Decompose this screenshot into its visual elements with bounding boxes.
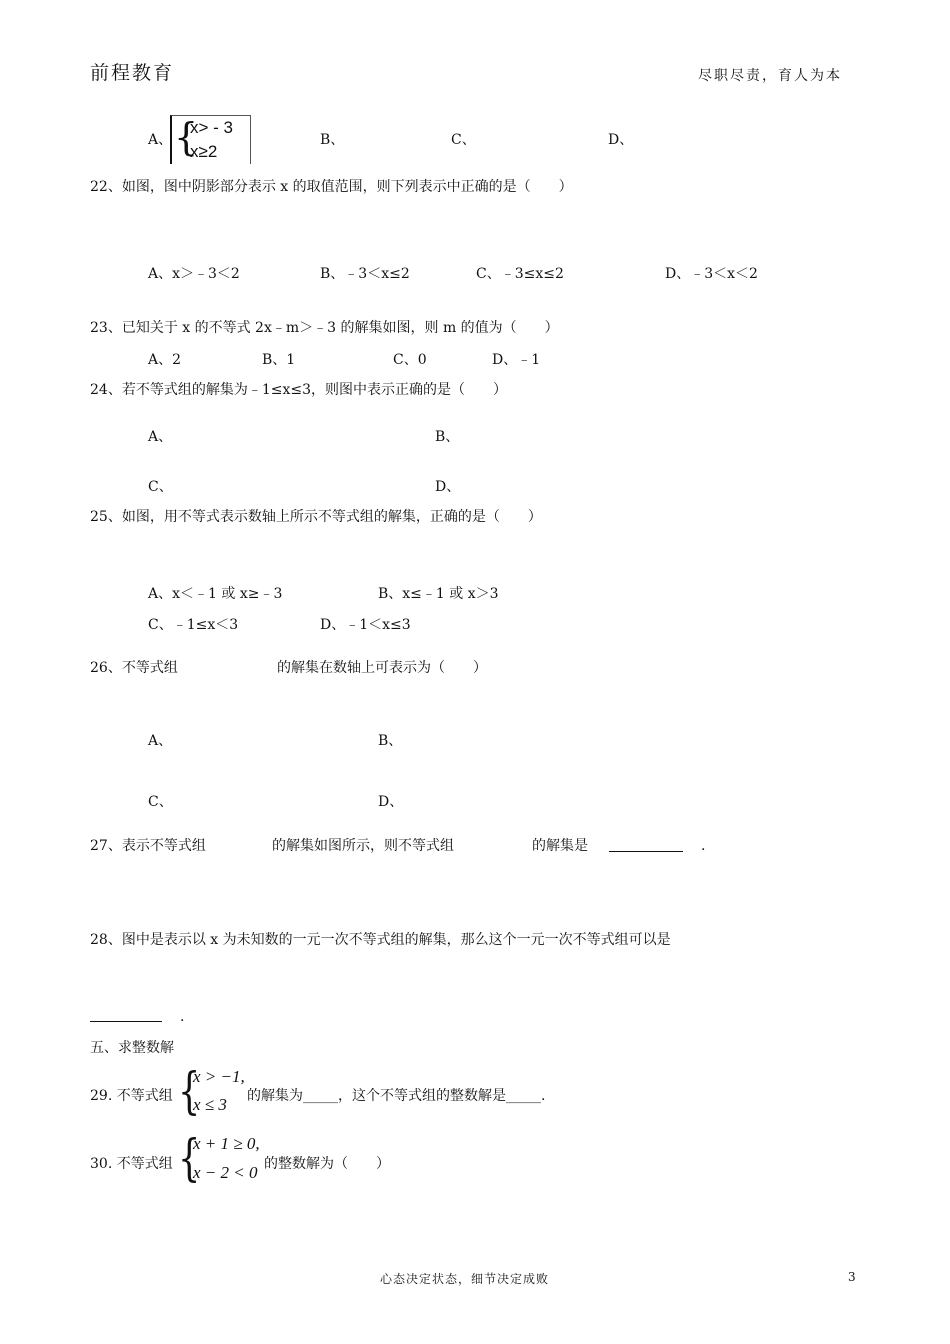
q24-option-d: D、	[435, 479, 461, 495]
brace-icon: {	[178, 1062, 201, 1120]
q25-option-b: B、x≤﹣1 或 x＞3	[378, 586, 499, 602]
q25-option-a: A、x＜﹣1 或 x≥﹣3	[148, 586, 283, 602]
q24-option-c: C、	[148, 479, 173, 495]
q25-option-c: C、﹣1≤x＜3	[148, 617, 239, 633]
q22-option-d: D、﹣3＜x＜2	[665, 266, 758, 282]
q21-option-d: D、	[608, 132, 634, 148]
q21-option-a-label: A、	[148, 132, 173, 148]
q29-system-line1: x > −1,	[193, 1067, 245, 1086]
q21-a-line1: x> - 3	[190, 118, 233, 137]
header-brand: 前程教育	[90, 62, 175, 84]
header-slogan: 尽职尽责，育人为本	[698, 68, 842, 84]
brace-icon: {	[174, 115, 199, 159]
q26-stem-post: 的解集在数轴上可表示为（ ）	[277, 660, 487, 676]
q30-pre: 30. 不等式组	[90, 1156, 173, 1172]
q28-end: .	[180, 1009, 185, 1025]
q26-option-c: C、	[148, 794, 173, 810]
q28-answer-blank[interactable]	[90, 1021, 162, 1022]
footer-motto: 心态决定状态，细节决定成败	[380, 1272, 550, 1286]
q27-mid: 的解集如图所示，则不等式组	[272, 838, 454, 854]
q22-option-c: C、﹣3≤x≤2	[476, 266, 564, 282]
q29-post: 的解集为_____，这个不等式组的整数解是_____.	[247, 1088, 546, 1104]
q24-option-a: A、	[148, 429, 173, 445]
q21-a-line2: x≥2	[190, 142, 218, 161]
q21-option-a-system	[170, 115, 251, 164]
q28-stem: 28、图中是表示以 x 为未知数的一元一次不等式组的解集，那么这个一元一次不等式组可以是	[90, 932, 671, 948]
q23-option-d: D、﹣1	[492, 352, 541, 368]
q29-system-line2: x ≤ 3	[193, 1095, 227, 1114]
q30-system-line1: x + 1 ≥ 0,	[193, 1134, 260, 1153]
q25-option-d: D、﹣1＜x≤3	[320, 617, 411, 633]
q27-post: 的解集是	[532, 838, 588, 854]
q22-stem: 22、如图，图中阴影部分表示 x 的取值范围，则下列表示中正确的是（ ）	[90, 179, 573, 195]
q26-option-a: A、	[148, 733, 173, 749]
q23-option-a: A、2	[148, 352, 182, 368]
q24-stem: 24、若不等式组的解集为﹣1≤x≤3，则图中表示正确的是（ ）	[90, 382, 507, 398]
q23-option-b: B、1	[262, 352, 296, 368]
q23-stem: 23、已知关于 x 的不等式 2x﹣m＞﹣3 的解集如图，则 m 的值为（ ）	[90, 320, 559, 336]
q21-option-c: C、	[451, 132, 476, 148]
q27-end: .	[701, 838, 706, 854]
page-number: 3	[848, 1270, 857, 1284]
q26-stem-pre: 26、不等式组	[90, 660, 178, 676]
q27-answer-blank[interactable]	[609, 851, 683, 852]
q21-option-b: B、	[320, 132, 345, 148]
q30-system-line2: x − 2 < 0	[193, 1163, 258, 1182]
q22-option-b: B、﹣3＜x≤2	[320, 266, 410, 282]
q23-option-c: C、0	[393, 352, 427, 368]
q24-option-b: B、	[435, 429, 460, 445]
q27-pre: 27、表示不等式组	[90, 838, 206, 854]
q22-option-a: A、x＞﹣3＜2	[148, 266, 240, 282]
q29-pre: 29. 不等式组	[90, 1088, 173, 1104]
q26-option-d: D、	[378, 794, 404, 810]
q25-stem: 25、如图，用不等式表示数轴上所示不等式组的解集，正确的是（ ）	[90, 509, 542, 525]
section-title: 五、求整数解	[90, 1040, 174, 1056]
q26-option-b: B、	[378, 733, 403, 749]
q30-post: 的整数解为（ ）	[264, 1156, 390, 1172]
brace-icon: {	[178, 1129, 201, 1187]
